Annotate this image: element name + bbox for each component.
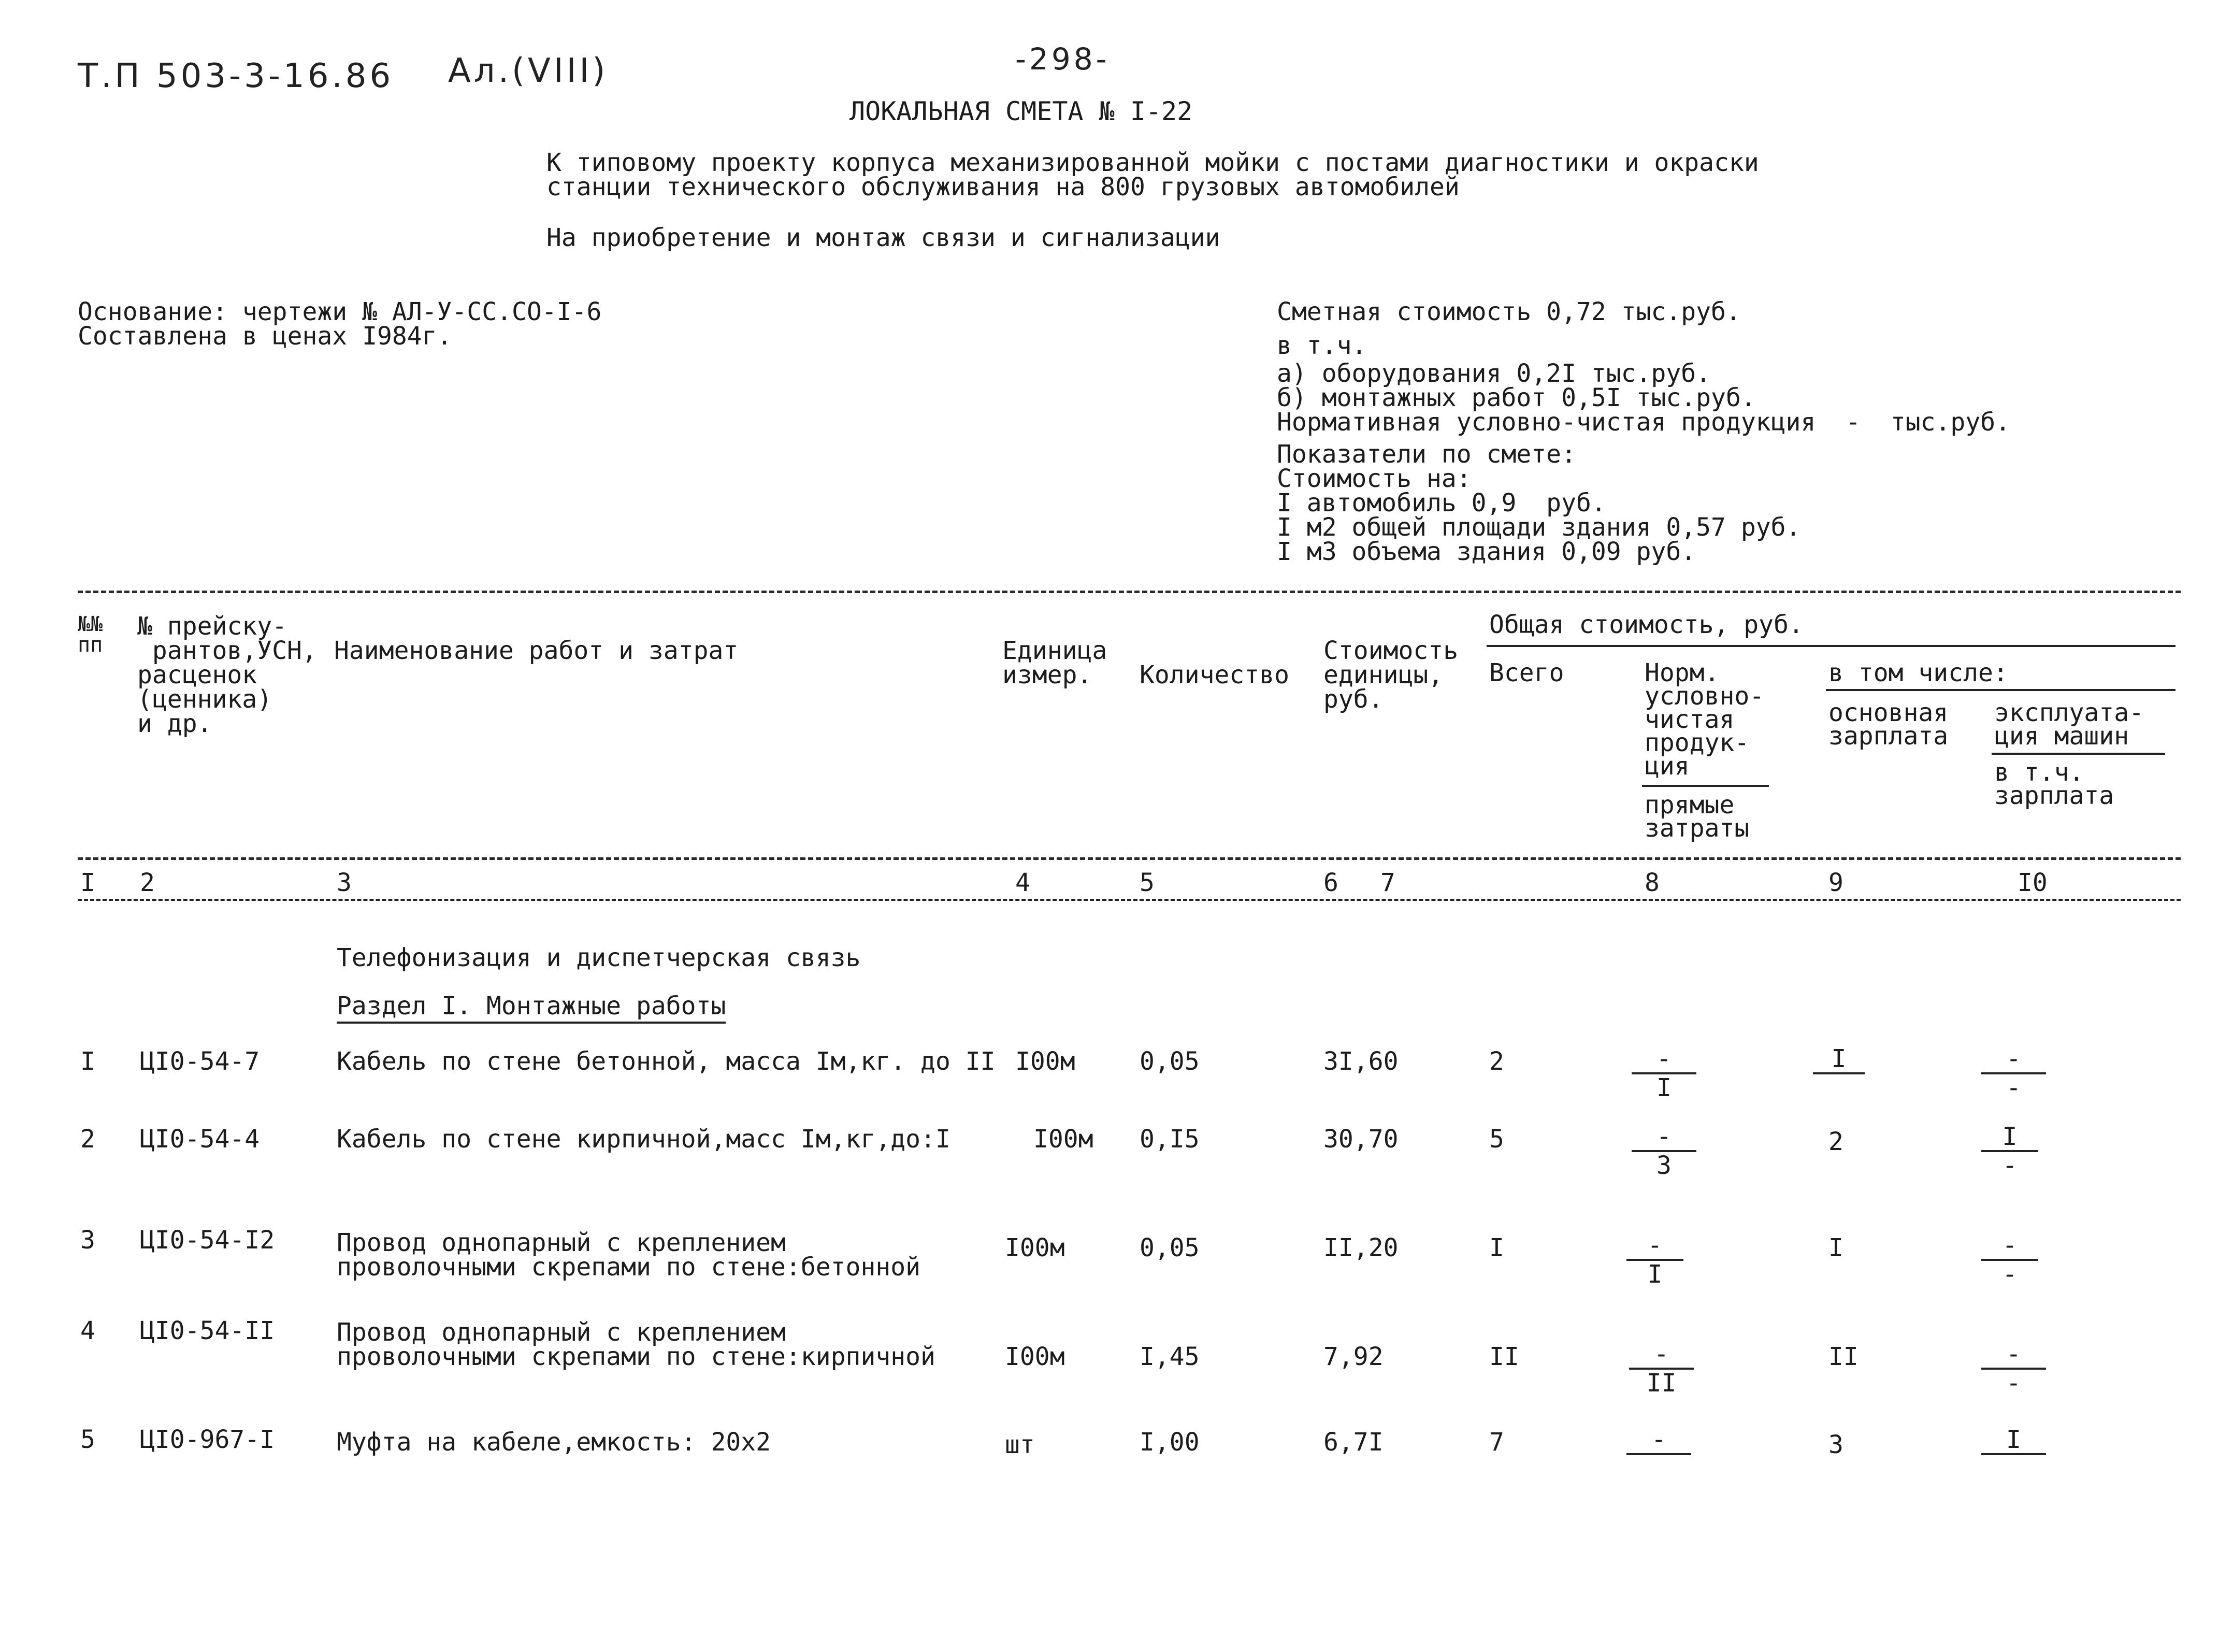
row-norm-bottom: 3 — [1656, 1151, 1672, 1180]
summary-line: I автомобиль 0,9 руб. — [1277, 489, 1606, 518]
header-norm-3: чистая — [1645, 705, 1735, 734]
row-code: ЦI0-967-I — [140, 1425, 275, 1454]
row-price: 3I,60 — [1323, 1047, 1399, 1076]
row-code: ЦI0-54-II — [140, 1316, 275, 1345]
row-salary-value: I — [1831, 1044, 1847, 1073]
header-norm-4: продук- — [1645, 728, 1750, 757]
header-price-2: единицы, — [1323, 660, 1444, 689]
row-machines-top: - — [2006, 1340, 2021, 1369]
header-num-1: №№ — [78, 612, 103, 636]
header-code-1: № прейску- — [137, 612, 287, 641]
header-incl: в том числе: — [1828, 658, 2008, 687]
table-top-rule — [78, 591, 2181, 593]
colnum: 2 — [140, 868, 155, 897]
header-code-2: рантов,УСН, — [137, 636, 317, 665]
row-norm-fraction — [1632, 1124, 1696, 1178]
subtitle-line-1: К типовому проекту корпуса механизированной мойки с постами диагностики и окраски — [546, 148, 1759, 177]
row-name: Провод однопарный с креплением — [337, 1228, 786, 1257]
summary-line: Стоимость на: — [1277, 464, 1472, 493]
row-total: 5 — [1489, 1125, 1504, 1154]
header-machines-2: ция машин — [1994, 722, 2129, 751]
row-machines-top: I — [2006, 1425, 2021, 1454]
header-num-2: пп — [78, 633, 103, 657]
project-code: Т.П 503-3-16.86 — [78, 57, 394, 95]
colnum: I0 — [2018, 868, 2048, 897]
colnum: 7 — [1380, 868, 1395, 897]
row-total: 7 — [1489, 1428, 1504, 1457]
header-total-cost: Общая стоимость, руб. — [1489, 610, 1804, 639]
header-machines-sub-2: зарплата — [1994, 781, 2114, 810]
row-name: проволочными скрепами по стене:бетонной — [337, 1253, 921, 1282]
subsection-title — [337, 992, 726, 1021]
header-total-rule — [1487, 645, 2176, 647]
summary-line: в т.ч. — [1277, 331, 1367, 360]
basis-prices: Составлена в ценах I984г. — [78, 322, 452, 351]
basis-drawings: Основание: чертежи № АЛ-У-СС.СО-I-6 — [78, 297, 602, 326]
header-code-4: (ценника) — [137, 685, 272, 714]
header-code-3: расценок — [137, 660, 257, 689]
colnum: 6 — [1323, 868, 1338, 897]
row-num: 4 — [80, 1316, 95, 1345]
row-norm-bottom: I — [1647, 1260, 1663, 1289]
row-unit: I00м — [1005, 1342, 1065, 1371]
row-num: 5 — [80, 1425, 95, 1454]
row-unit: шт — [1005, 1430, 1035, 1459]
row-machines-fraction — [1981, 1046, 2046, 1100]
row-total: I — [1489, 1233, 1504, 1262]
row-machines-top: I — [2002, 1122, 2018, 1151]
header-norm-5: ция — [1645, 752, 1690, 781]
header-total: Всего — [1489, 658, 1564, 687]
row-salary: 3 — [1828, 1430, 1843, 1459]
row-norm-fraction — [1626, 1233, 1683, 1287]
row-price: 6,7I — [1323, 1428, 1384, 1457]
row-unit: I00м — [1033, 1125, 1093, 1154]
row-machines-fraction — [1981, 1342, 2046, 1396]
row-norm-bottom: I — [1656, 1073, 1672, 1102]
row-norm-top: - — [1647, 1231, 1663, 1260]
row-price: 7,92 — [1323, 1342, 1384, 1371]
header-direct-1: прямые — [1645, 791, 1735, 820]
row-machines-top: - — [2002, 1231, 2018, 1260]
row-unit: I00м — [1005, 1233, 1065, 1262]
row-name: Кабель по стене кирпичной,масс Iм,кг,до:I — [337, 1125, 950, 1154]
row-salary: 2 — [1828, 1127, 1843, 1156]
header-qty: Количество — [1140, 660, 1289, 689]
row-qty: I,00 — [1140, 1428, 1200, 1457]
row-name: Провод однопарный с креплением — [337, 1318, 786, 1347]
colnum: 9 — [1828, 868, 1843, 897]
row-norm-fraction — [1632, 1046, 1696, 1100]
row-total: 2 — [1489, 1047, 1504, 1076]
header-norm-rule — [1642, 785, 1769, 787]
row-name: Кабель по стене бетонной, масса Iм,кг. до II — [337, 1047, 996, 1076]
row-salary: I — [1828, 1233, 1843, 1262]
header-norm-1: Норм. — [1645, 658, 1720, 687]
row-code: ЦI0-54-I2 — [140, 1226, 275, 1255]
summary-line: I м3 объема здания 0,09 руб. — [1277, 537, 1696, 566]
header-salary-2: зарплата — [1828, 722, 1949, 751]
row-machines-bottom: - — [2002, 1260, 2018, 1289]
subtitle-line-2: станции технического обслуживания на 800 грузовых автомобилей — [546, 173, 1460, 202]
row-num: 3 — [80, 1226, 95, 1255]
row-machines-fraction — [1981, 1233, 2038, 1287]
summary-line: Показатели по смете: — [1277, 440, 1576, 469]
header-machines-sub-1: в т.ч. — [1994, 758, 2084, 787]
row-salary: II — [1828, 1342, 1859, 1371]
page-number: -298- — [1015, 41, 1110, 77]
header-name: Наименование работ и затрат — [334, 636, 739, 665]
row-qty: 0,I5 — [1140, 1125, 1200, 1154]
summary-line: Сметная стоимость 0,72 тыс.руб. — [1277, 297, 1741, 326]
summary-line: Нормативная условно-чистая продукция - тыс.руб. — [1277, 408, 2011, 437]
row-salary — [1813, 1046, 1865, 1075]
header-unit-2: измер. — [1002, 660, 1092, 689]
summary-line: а) оборудования 0,2I тыс.руб. — [1277, 359, 1711, 388]
row-norm-top: - — [1656, 1122, 1672, 1151]
header-price-1: Стоимость — [1323, 636, 1459, 665]
header-machines-1: эксплуата- — [1994, 698, 2144, 727]
row-machines-top: - — [2006, 1044, 2021, 1073]
header-salary-1: основная — [1828, 698, 1949, 727]
row-machines-fraction — [1981, 1427, 2046, 1456]
header-machines-rule — [1992, 753, 2165, 755]
row-unit: I00м — [1015, 1047, 1075, 1076]
colnum: 4 — [1015, 868, 1030, 897]
row-qty: 0,05 — [1140, 1047, 1200, 1076]
summary-line: I м2 общей площади здания 0,57 руб. — [1277, 513, 1801, 542]
row-machines-bottom: - — [2006, 1073, 2021, 1102]
colnum: 3 — [337, 868, 352, 897]
row-name: проволочными скрепами по стене:кирпичной — [337, 1342, 935, 1371]
summary-line: б) монтажных работ 0,5I тыс.руб. — [1277, 383, 1756, 412]
purpose-line: На приобретение и монтаж связи и сигнализации — [546, 223, 1220, 252]
row-price: II,20 — [1323, 1233, 1399, 1262]
row-norm-bottom: II — [1646, 1369, 1677, 1398]
header-norm-2: условно- — [1645, 682, 1765, 711]
colnum: 5 — [1140, 868, 1155, 897]
row-machines-bottom: - — [2002, 1151, 2018, 1180]
row-code: ЦI0-54-4 — [140, 1125, 260, 1154]
header-code-5: и др. — [137, 709, 212, 738]
colnum: I — [80, 868, 95, 897]
row-norm-top: - — [1651, 1425, 1666, 1454]
row-price: 30,70 — [1323, 1125, 1399, 1154]
header-unit-1: Единица — [1002, 636, 1107, 665]
subsection-title-text: Раздел I. Монтажные работы — [337, 992, 726, 1024]
row-norm-top: - — [1656, 1044, 1672, 1073]
row-qty: 0,05 — [1140, 1233, 1200, 1262]
album-number: Ал.(VIII) — [448, 52, 609, 90]
row-num: 2 — [80, 1125, 95, 1154]
row-norm-top: - — [1654, 1340, 1669, 1369]
row-machines-fraction — [1981, 1124, 2038, 1178]
header-incl-rule — [1826, 689, 2176, 691]
row-num: I — [80, 1047, 95, 1076]
row-name: Муфта на кабеле,емкость: 20х2 — [337, 1428, 771, 1457]
header-bottom-rule — [78, 857, 2181, 860]
row-machines-bottom: - — [2006, 1369, 2021, 1398]
row-norm-fraction — [1626, 1427, 1691, 1456]
document-title: ЛОКАЛЬНАЯ СМЕТА № I-22 — [849, 96, 1193, 126]
row-qty: I,45 — [1140, 1342, 1200, 1371]
section-title: Телефонизация и диспетчерская связь — [337, 943, 861, 972]
header-direct-2: затраты — [1645, 814, 1750, 843]
colnum: 8 — [1645, 868, 1660, 897]
colnum-rule — [78, 899, 2181, 901]
row-total: II — [1489, 1342, 1519, 1371]
header-price-3: руб. — [1323, 685, 1384, 714]
row-code: ЦI0-54-7 — [140, 1047, 260, 1076]
row-norm-fraction — [1629, 1342, 1694, 1396]
